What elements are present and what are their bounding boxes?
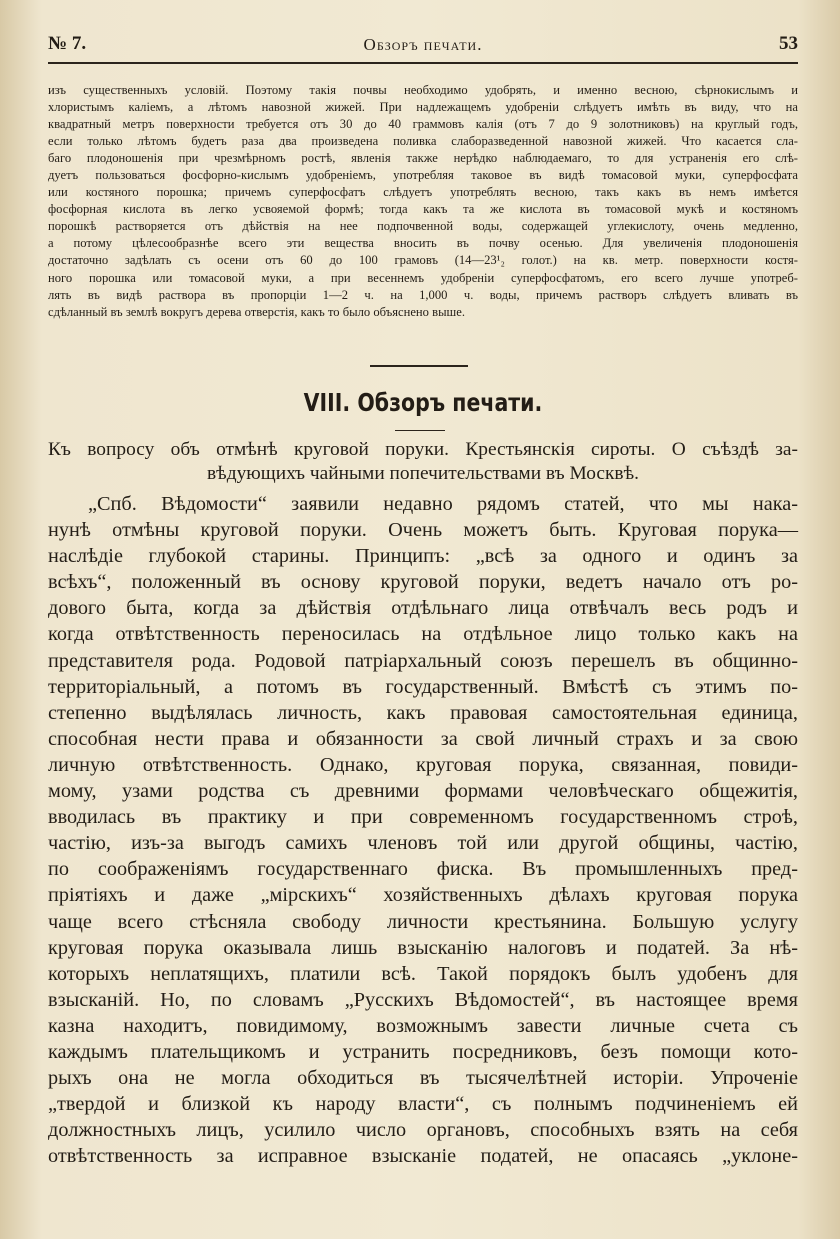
- text-line: если только лѣтомъ будетъ раза два произведена поливка слаборазведенной навозной жижей. Что касается сла-: [48, 134, 798, 149]
- text-line: дуетъ пользоваться фосфорно-кислымъ удобреніемъ, употребляя таковое въ видѣ томасовой муки, суперфосфата: [48, 168, 798, 183]
- page-header: [48, 33, 798, 59]
- text-line: взысканій. Но, по словамъ „Русскихъ Вѣдомостей“, въ настоящее время: [48, 988, 798, 1011]
- subtitle-line: вѣдующихъ чайными попечительствами въ Москвѣ.: [207, 462, 639, 484]
- running-title: Обзоръ печати.: [363, 35, 483, 54]
- text-line: „Спб. Вѣдомости“ заявили недавно рядомъ статей, что мы нака-: [88, 493, 798, 515]
- text-line: способная нести права и обязанности за свой личный страхъ и за свою: [48, 727, 798, 750]
- text-line: дового быта, когда за дѣйствія отдѣльнаго лица отвѣчалъ весь родъ и: [48, 597, 798, 620]
- text-line: или костяного порошка; причемъ суперфосфатъ слѣдуетъ употреблять весною, такъ какъ въ немъ имѣется: [48, 185, 798, 200]
- text-line: по соображеніямъ государственнаго фиска. Въ промышленныхъ пред-: [48, 858, 798, 881]
- section-title-rule: [395, 430, 445, 431]
- previous-section-text: [48, 82, 798, 321]
- text-line: фосфорная кислота въ легко усвояемой формѣ; тогда какъ та же кислота въ томасовой мукѣ и костяномъ: [48, 202, 798, 217]
- text-line: мому, узами родства съ древними формами человѣческаго общежитія,: [48, 780, 798, 803]
- text-line: каждымъ плательщикомъ и устранить посредниковъ, безъ помощи кото-: [48, 1040, 798, 1063]
- text-line: чаще всего стѣсняла свободу личности крестьянина. Большую услугу: [48, 910, 798, 933]
- issue-number: № 7.: [48, 33, 87, 54]
- text-line: ного порошка или томасовой муки, а при весеннемъ удобреніи суперфосфатомъ, его всего лучше употреб-: [48, 270, 798, 285]
- text-line: баго плодоношенія при чрезмѣрномъ ростѣ, явленія также нерѣдко наблюдаемаго, то для устраненія его слѣ-: [48, 151, 798, 166]
- article-body: [48, 491, 798, 1169]
- text-line: достаточно задѣлать съ осени отъ 60 до 100 грамовъ (14—23¹₂ голот.) на кв. метр. поверхности костя-: [48, 253, 798, 268]
- text-line: порошкѣ растворяется отъ дѣйствія на нее подпочвенной воды, содержащей углекислоту, очень медленно,: [48, 219, 798, 234]
- text-line: отвѣтственность за исправное взысканіе податей, не опасаясь „уклоне-: [48, 1145, 798, 1168]
- text-line: территоріальный, а потомъ въ государственный. Вмѣстѣ съ этимъ по-: [48, 675, 798, 698]
- text-line: которыхъ неплатящихъ, платили всѣ. Такой порядокъ былъ удобенъ для: [48, 962, 798, 985]
- text-line: нунѣ отмѣны круговой поруки. Очень можетъ быть. Круговая порука—: [48, 519, 798, 542]
- text-line: представителя рода. Родовой патріархальный союзъ перешелъ въ общинно-: [48, 649, 798, 672]
- text-line: пріятіяхъ и даже „мірскихъ“ хозяйственныхъ дѣлахъ круговая порука: [48, 884, 798, 907]
- text-line: личную отвѣтственность. Однако, круговая порука, связанная, повиди-: [48, 753, 798, 776]
- text-line: хлористымъ каліемъ, а лѣтомъ навозной жижей. При надлежащемъ удобреніи слѣдуетъ имѣть въ виду, что на: [48, 100, 798, 115]
- text-line: казна находитъ, повидимому, возможнымъ завести личные счета съ: [48, 1014, 798, 1037]
- text-line: должностныхъ лицъ, усилило число органовъ, способныхъ взять на себя: [48, 1119, 798, 1142]
- text-line: рыхъ она не могла обходиться въ тысячелѣтней исторіи. Упроченіе: [48, 1067, 798, 1090]
- text-line: степенно выдѣлялась личность, какъ правовая самостоятельная единица,: [48, 701, 798, 724]
- text-line: круговая порука оказывала лишь взысканію налоговъ и податей. За нѣ-: [48, 936, 798, 959]
- text-line: квадратный метръ поверхности требуется отъ 30 до 40 граммовъ калія (отъ 7 до 9 золотниковъ) на круглый годъ,: [48, 117, 798, 132]
- section-subtitle: [48, 438, 798, 485]
- text-line: „твердой и близкой къ народу власти“, съ полнымъ подчиненіемъ ей: [48, 1093, 798, 1116]
- text-line: изъ существенныхъ условій. Поэтому такія почвы необходимо удобрять, и именно весною, сѣрнокислымъ и: [48, 83, 798, 97]
- text-line: когда отвѣтственность переносилась на отдѣльное лицо только какъ на: [48, 623, 798, 646]
- subtitle-line: Къ вопросу объ отмѣнѣ круговой поруки. Крестьянскія сироты. О съѣздѣ за-: [48, 439, 798, 460]
- section-title: VIII. Обзоръ печати.: [303, 388, 543, 417]
- header-rule: [48, 62, 798, 64]
- text-line: вводилась въ практику и при современномъ государственномъ строѣ,: [48, 806, 798, 829]
- text-line: наслѣдіе глубокой старины. Принципъ: „всѣ за одного и одинъ за: [48, 545, 798, 568]
- section-divider: [370, 365, 468, 367]
- page-number: 53: [779, 33, 798, 54]
- text-line: а потому цѣлесообразнѣе всего эти вещества вносить въ почву осенью. Для увеличенія плодоношенія: [48, 236, 798, 251]
- text-line: всѣхъ“, положенный въ основу круговой поруки, ведетъ начало отъ ро-: [48, 571, 798, 594]
- text-line: сдѣланный въ землѣ вокругъ дерева отверстія, какъ то было объяснено выше.: [48, 304, 465, 319]
- text-line: лять въ видѣ раствора въ пропорціи 1—2 ч. на 1,000 ч. воды, причемъ растворъ слѣдуетъ вливать въ: [48, 287, 798, 302]
- text-line: частію, изъ-за выгодъ самихъ членовъ той или другой общины, частію,: [48, 832, 798, 855]
